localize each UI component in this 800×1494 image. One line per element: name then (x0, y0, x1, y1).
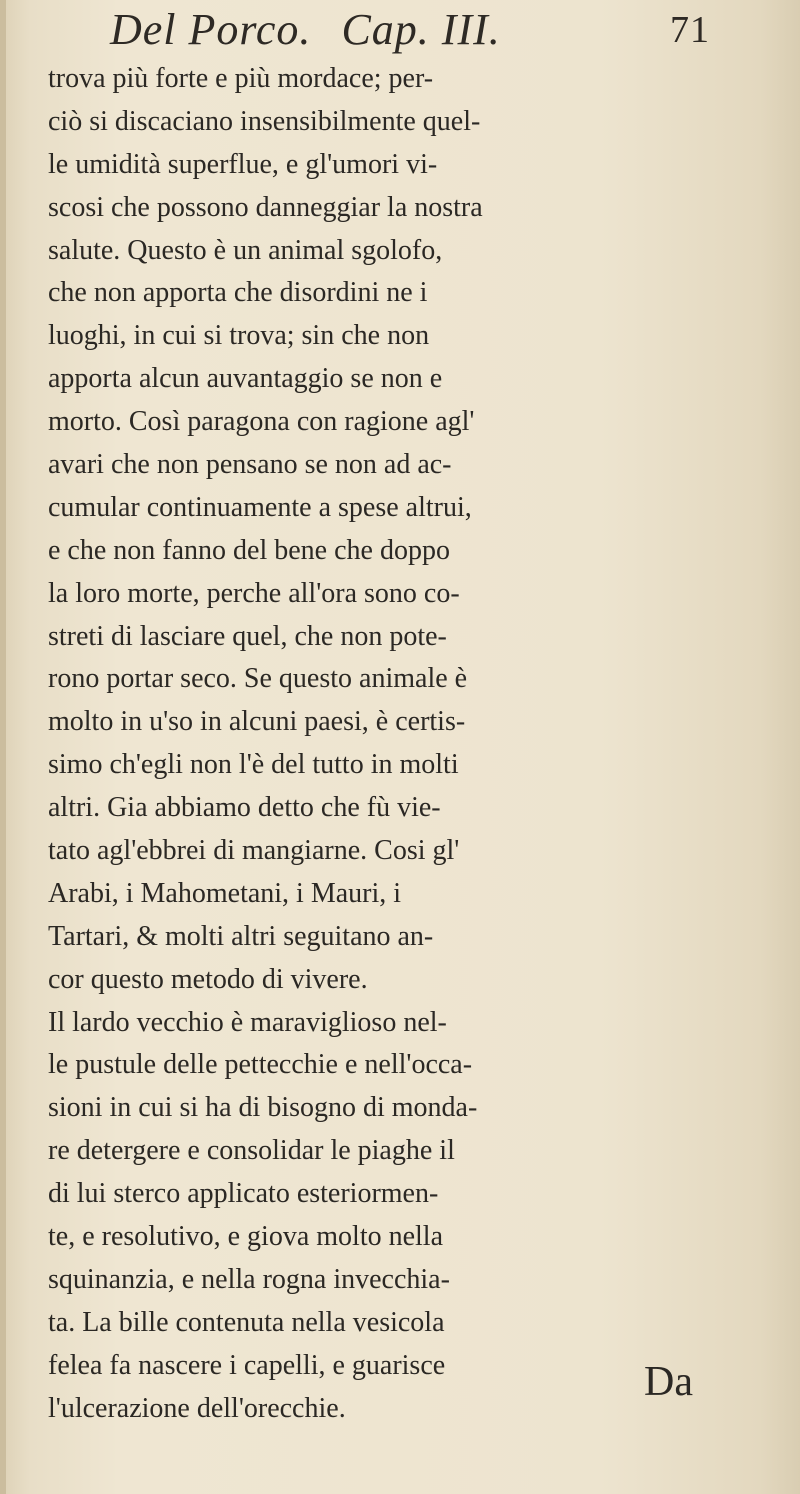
page-edge (0, 0, 6, 1494)
text-line: trova più forte e più mordace; per- (48, 63, 434, 94)
text-line: scosi che possono danneggiar la nostra (48, 191, 483, 223)
text-line: luoghi, in cui si trova; sin che non (48, 320, 430, 352)
running-title: Del Porco. (110, 5, 312, 54)
catchword: Da (644, 1359, 693, 1405)
text-line: Il lardo vecchio è maraviglioso nel- (48, 1006, 447, 1038)
text-line: felea fa nascere i capelli, e guarisce (48, 1349, 446, 1381)
text-line: Arabi, i Mahometani, i Mauri, i (48, 877, 402, 909)
page-number: 71 (670, 9, 710, 51)
text-line: simo ch'egli non l'è del tutto in molti (48, 749, 459, 781)
text-line: che non apporta che disordini ne i (48, 277, 428, 309)
text-line: e che non fanno del bene che doppo (48, 534, 450, 566)
running-head (110, 4, 710, 55)
text-line: salute. Questo è un animal sgolofo, (48, 234, 443, 266)
text-line: rono portar seco. Se questo animale è (48, 663, 468, 695)
text-line: te, e resolutivo, e giova molto nella (48, 1221, 444, 1253)
text-line: di lui sterco applicato esteriormen- (48, 1178, 439, 1210)
text-line: sioni in cui si ha di bisogno di monda- (48, 1092, 478, 1124)
text-line: tato agl'ebbrei di mangiarne. Cosi gl' (48, 835, 460, 867)
text-line: ta. La bille contenuta nella vesicola (48, 1306, 445, 1338)
text-line: le umidità superflue, e gl'umori vi- (48, 148, 438, 180)
chapter-label: Cap. III. (341, 5, 501, 54)
text-line: re detergere e consolidar le piaghe il (48, 1135, 455, 1167)
text-line: l'ulcerazione dell'orecchie. (48, 1392, 346, 1424)
text-line: avari che non pensano se non ad ac- (48, 449, 452, 481)
text-line: cumular continuamente a spese altrui, (48, 491, 472, 523)
text-line: Tartari, & molti altri seguitano an- (48, 920, 434, 952)
text-line: ciò si discaciano insensibilmente quel- (48, 105, 481, 137)
body-text (48, 58, 788, 1431)
text-line: apporta alcun auvantaggio se non e (48, 363, 443, 395)
text-line: le pustule delle pettecchie e nell'occa- (48, 1049, 473, 1081)
text-line: molto in u'so in alcuni paesi, è certis- (48, 706, 466, 738)
text-line: squinanzia, e nella rogna invecchia- (48, 1263, 450, 1295)
text-line: morto. Così paragona con ragione agl' (48, 406, 475, 438)
text-line: la loro morte, perche all'ora sono co- (48, 577, 460, 609)
text-line: streti di lasciare quel, che non pote- (48, 620, 447, 652)
text-line: cor questo metodo di vivere. (48, 963, 368, 995)
text-line: altri. Gia abbiamo detto che fù vie- (48, 792, 441, 824)
